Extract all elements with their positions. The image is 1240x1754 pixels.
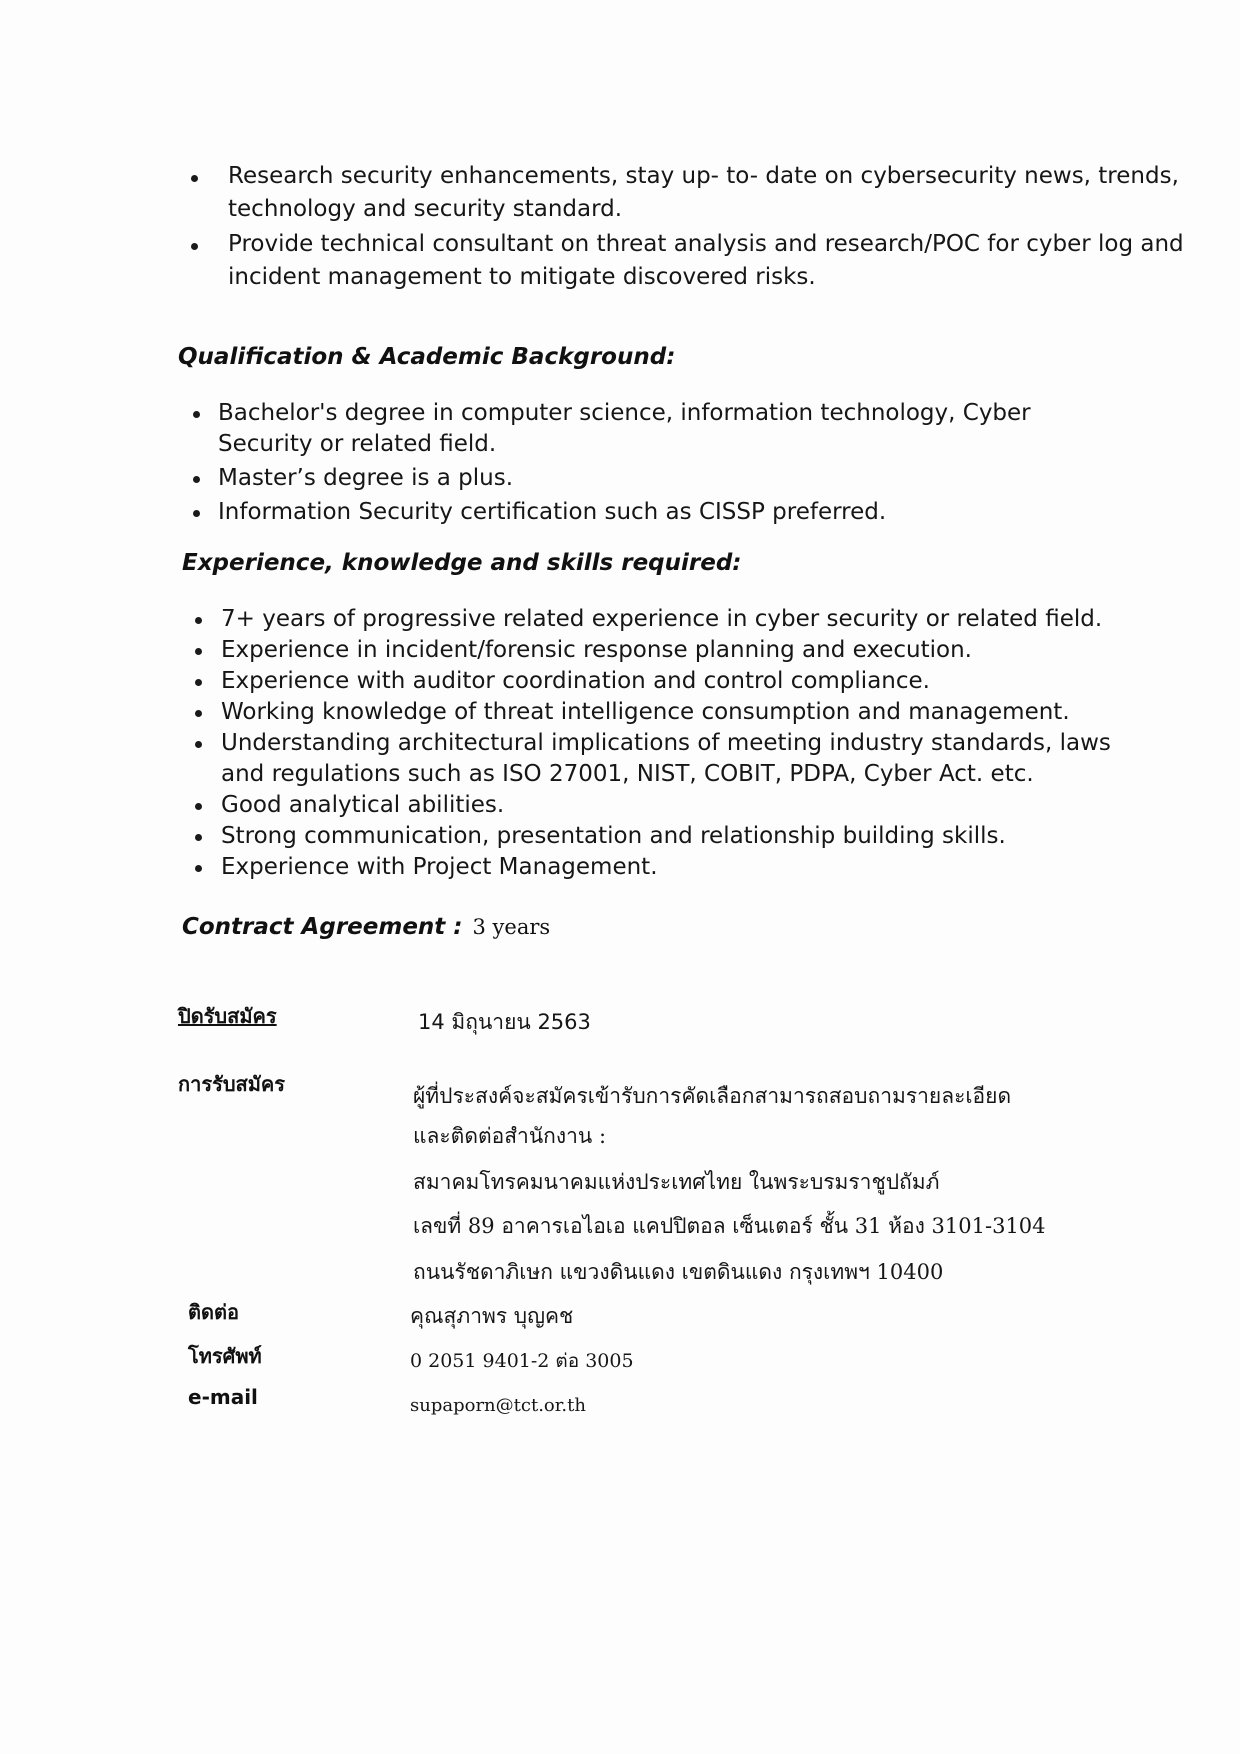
list-item: Good analytical abilities. — [221, 790, 1121, 821]
email-link[interactable]: supaporn@tct.or.th — [410, 1395, 586, 1416]
experience-list — [221, 604, 1121, 883]
bullet-icon — [193, 476, 200, 483]
bullet-icon — [195, 803, 202, 810]
contact-value: คุณสุภาพร บุญคช — [410, 1304, 574, 1328]
bullet-icon — [195, 834, 202, 841]
list-item: Strong communication, presentation and relationship building skills. — [221, 821, 1121, 852]
list-item: Bachelor's degree in computer science, information technology, Cyber Security or related field. — [218, 398, 1118, 460]
contract-value: 3 years — [472, 915, 551, 939]
bullet-icon — [191, 175, 198, 182]
application-line: เลขที่ 89 อาคารเอไอเอ แคปปิตอล เซ็นเตอร์ ชั้น 31 ห้อง 3101-3104 — [413, 1214, 1046, 1238]
qualification-list — [218, 398, 1118, 531]
list-item: Experience in incident/forensic response planning and execution. — [221, 635, 1121, 666]
responsibilities-list — [228, 160, 1188, 294]
email-label: e-mail — [188, 1385, 258, 1409]
application-line: ถนนรัชดาภิเษก แขวงดินแดง เขตดินแดง กรุงเทพฯ 10400 — [413, 1260, 944, 1284]
list-item: Master’s degree is a plus. — [218, 463, 1118, 494]
bullet-icon — [195, 679, 202, 686]
contract-label: Contract Agreement : — [182, 914, 463, 940]
list-item: Research security enhancements, stay up- to- date on cybersecurity news, trends, technology and security standard. — [228, 160, 1188, 226]
bullet-icon — [195, 648, 202, 655]
list-item: Experience with auditor coordination and control compliance. — [221, 666, 1121, 697]
phone-label: โทรศัพท์ — [188, 1344, 262, 1368]
bullet-icon — [193, 510, 200, 517]
list-item: 7+ years of progressive related experience in cyber security or related field. — [221, 604, 1121, 635]
closing-date-value: 14 มิถุนายน 2563 — [418, 1010, 591, 1034]
list-item: Understanding architectural implications of meeting industry standards, laws and regulations such as ISO 27001, NIST, COBIT, PDPA, Cyber Act. etc. — [221, 728, 1121, 790]
application-label: การรับสมัคร — [178, 1072, 286, 1096]
application-line: ผู้ที่ประสงค์จะสมัครเข้ารับการคัดเลือกสามารถสอบถามรายละเอียด — [413, 1084, 1012, 1108]
list-item: Working knowledge of threat intelligence consumption and management. — [221, 697, 1121, 728]
experience-heading: Experience, knowledge and skills required: — [182, 550, 742, 576]
application-line: และติดต่อสำนักงาน : — [413, 1124, 607, 1148]
bullet-icon — [195, 617, 202, 624]
phone-value: 0 2051 9401-2 ต่อ 3005 — [410, 1350, 634, 1372]
bullet-icon — [195, 741, 202, 748]
bullet-icon — [195, 710, 202, 717]
list-item: Provide technical consultant on threat analysis and research/POC for cyber log and incident management to mitigate discovered risks. — [228, 228, 1188, 294]
qualification-heading: Qualification & Academic Background: — [178, 344, 676, 370]
application-line: สมาคมโทรคมนาคมแห่งประเทศไทย ในพระบรมราชูปถัมภ์ — [413, 1170, 940, 1194]
bullet-icon — [193, 411, 200, 418]
bullet-icon — [195, 865, 202, 872]
list-item: Information Security certification such as CISSP preferred. — [218, 497, 1118, 528]
list-item: Experience with Project Management. — [221, 852, 1121, 883]
bullet-icon — [191, 243, 198, 250]
closing-date-label: ปิดรับสมัคร — [178, 1004, 277, 1028]
contract-agreement — [182, 914, 550, 940]
contact-label: ติดต่อ — [188, 1300, 239, 1324]
